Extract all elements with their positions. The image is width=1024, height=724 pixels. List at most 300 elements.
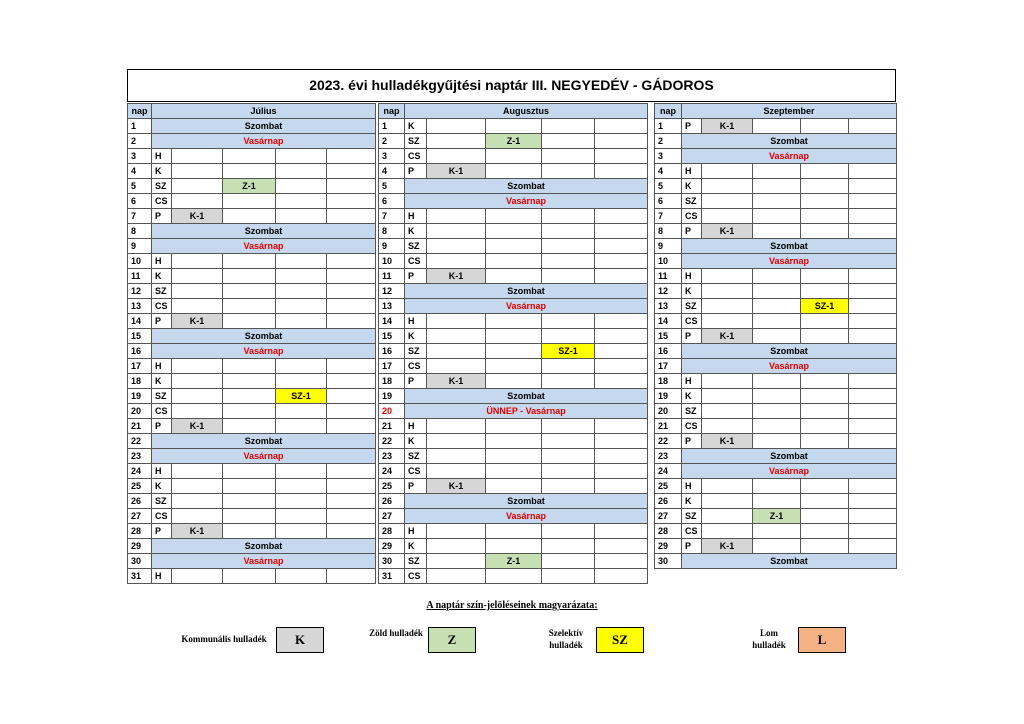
day-number: 24 bbox=[128, 464, 152, 479]
weekday: K bbox=[405, 224, 427, 239]
day-row bbox=[379, 164, 648, 179]
day-row bbox=[128, 479, 376, 494]
day-number: 8 bbox=[379, 224, 405, 239]
day-row bbox=[128, 194, 376, 209]
empty-cell bbox=[276, 374, 327, 389]
weekend-label: Vasárnap bbox=[682, 254, 897, 269]
day-row bbox=[655, 134, 897, 149]
empty-cell bbox=[849, 164, 897, 179]
day-row bbox=[128, 284, 376, 299]
empty-cell bbox=[172, 479, 223, 494]
weekday: H bbox=[682, 164, 702, 179]
empty-cell bbox=[595, 359, 648, 374]
collection-mark: K-1 bbox=[172, 419, 223, 434]
empty-cell bbox=[276, 404, 327, 419]
empty-cell bbox=[542, 374, 595, 389]
empty-cell bbox=[702, 299, 753, 314]
day-number: 26 bbox=[379, 494, 405, 509]
weekday: H bbox=[152, 464, 172, 479]
empty-cell bbox=[595, 224, 648, 239]
day-row bbox=[655, 479, 897, 494]
empty-cell bbox=[702, 284, 753, 299]
weekday: CS bbox=[152, 404, 172, 419]
day-row bbox=[128, 299, 376, 314]
weekend-label: Szombat bbox=[405, 284, 648, 299]
day-number: 17 bbox=[128, 359, 152, 374]
empty-cell bbox=[486, 449, 542, 464]
empty-cell bbox=[427, 524, 486, 539]
empty-cell bbox=[849, 284, 897, 299]
empty-cell bbox=[276, 419, 327, 434]
empty-cell bbox=[327, 284, 376, 299]
empty-cell bbox=[849, 419, 897, 434]
weekday: P bbox=[405, 164, 427, 179]
empty-cell bbox=[702, 314, 753, 329]
empty-cell bbox=[427, 569, 486, 584]
day-row bbox=[379, 539, 648, 554]
empty-cell bbox=[801, 494, 849, 509]
day-number: 21 bbox=[128, 419, 152, 434]
empty-cell bbox=[223, 389, 276, 404]
day-row bbox=[128, 149, 376, 164]
empty-cell bbox=[849, 329, 897, 344]
weekday: K bbox=[405, 539, 427, 554]
day-row bbox=[128, 389, 376, 404]
empty-cell bbox=[427, 359, 486, 374]
day-row bbox=[128, 554, 376, 569]
day-number: 15 bbox=[655, 329, 682, 344]
day-number: 10 bbox=[655, 254, 682, 269]
legend-box-l: L bbox=[798, 627, 846, 653]
day-number: 20 bbox=[128, 404, 152, 419]
empty-cell bbox=[427, 539, 486, 554]
empty-cell bbox=[753, 164, 801, 179]
day-number: 23 bbox=[379, 449, 405, 464]
empty-cell bbox=[327, 149, 376, 164]
empty-cell bbox=[702, 389, 753, 404]
day-row bbox=[128, 119, 376, 134]
weekday: K bbox=[405, 329, 427, 344]
weekend-label: Vasárnap bbox=[682, 359, 897, 374]
weekend-label: Szombat bbox=[152, 119, 376, 134]
day-number: 28 bbox=[128, 524, 152, 539]
day-number: 20 bbox=[655, 404, 682, 419]
day-row bbox=[379, 179, 648, 194]
empty-cell bbox=[753, 389, 801, 404]
weekend-label: Vasárnap bbox=[682, 149, 897, 164]
day-number: 24 bbox=[379, 464, 405, 479]
weekday: CS bbox=[682, 209, 702, 224]
day-number: 9 bbox=[655, 239, 682, 254]
empty-cell bbox=[542, 254, 595, 269]
empty-cell bbox=[595, 329, 648, 344]
collection-mark: SZ-1 bbox=[276, 389, 327, 404]
day-number: 13 bbox=[655, 299, 682, 314]
empty-cell bbox=[542, 419, 595, 434]
day-number: 19 bbox=[128, 389, 152, 404]
weekday: P bbox=[682, 539, 702, 554]
empty-cell bbox=[801, 179, 849, 194]
day-row bbox=[379, 509, 648, 524]
day-row bbox=[379, 404, 648, 419]
month-name: Szeptember bbox=[682, 104, 897, 119]
weekday: K bbox=[152, 269, 172, 284]
empty-cell bbox=[427, 119, 486, 134]
collection-mark: SZ-1 bbox=[542, 344, 595, 359]
day-number: 6 bbox=[128, 194, 152, 209]
day-row bbox=[655, 149, 897, 164]
weekday: P bbox=[405, 374, 427, 389]
empty-cell bbox=[753, 479, 801, 494]
empty-cell bbox=[172, 164, 223, 179]
day-row bbox=[655, 374, 897, 389]
collection-mark: K-1 bbox=[702, 329, 753, 344]
empty-cell bbox=[172, 269, 223, 284]
weekday: CS bbox=[682, 419, 702, 434]
nap-header: nap bbox=[128, 104, 152, 119]
empty-cell bbox=[223, 359, 276, 374]
collection-mark: K-1 bbox=[702, 539, 753, 554]
day-number: 5 bbox=[128, 179, 152, 194]
day-row bbox=[379, 209, 648, 224]
empty-cell bbox=[327, 179, 376, 194]
weekend-label: Szombat bbox=[682, 239, 897, 254]
weekday: P bbox=[682, 119, 702, 134]
day-row bbox=[379, 314, 648, 329]
empty-cell bbox=[595, 164, 648, 179]
day-number: 24 bbox=[655, 464, 682, 479]
weekend-label: Szombat bbox=[152, 434, 376, 449]
weekday: CS bbox=[152, 509, 172, 524]
day-number: 29 bbox=[655, 539, 682, 554]
empty-cell bbox=[327, 269, 376, 284]
empty-cell bbox=[327, 569, 376, 584]
empty-cell bbox=[276, 284, 327, 299]
empty-cell bbox=[753, 404, 801, 419]
empty-cell bbox=[223, 254, 276, 269]
day-row bbox=[128, 464, 376, 479]
empty-cell bbox=[486, 419, 542, 434]
weekday: H bbox=[405, 524, 427, 539]
day-number: 11 bbox=[128, 269, 152, 284]
weekday: SZ bbox=[405, 449, 427, 464]
calendar-august bbox=[378, 103, 648, 584]
empty-cell bbox=[595, 149, 648, 164]
collection-mark: K-1 bbox=[172, 209, 223, 224]
weekday: SZ bbox=[405, 239, 427, 254]
weekday: K bbox=[405, 434, 427, 449]
empty-cell bbox=[172, 374, 223, 389]
day-number: 1 bbox=[655, 119, 682, 134]
empty-cell bbox=[595, 419, 648, 434]
day-number: 14 bbox=[655, 314, 682, 329]
day-row bbox=[655, 404, 897, 419]
weekday: K bbox=[682, 389, 702, 404]
day-row bbox=[655, 329, 897, 344]
empty-cell bbox=[542, 209, 595, 224]
empty-cell bbox=[427, 209, 486, 224]
empty-cell bbox=[276, 464, 327, 479]
empty-cell bbox=[595, 314, 648, 329]
empty-cell bbox=[849, 434, 897, 449]
day-number: 27 bbox=[128, 509, 152, 524]
empty-cell bbox=[327, 479, 376, 494]
day-number: 23 bbox=[655, 449, 682, 464]
empty-cell bbox=[702, 209, 753, 224]
weekday: K bbox=[682, 284, 702, 299]
day-number: 9 bbox=[379, 239, 405, 254]
empty-cell bbox=[327, 524, 376, 539]
weekday: H bbox=[152, 359, 172, 374]
day-number: 22 bbox=[379, 434, 405, 449]
empty-cell bbox=[801, 539, 849, 554]
empty-cell bbox=[223, 404, 276, 419]
empty-cell bbox=[595, 554, 648, 569]
weekday: CS bbox=[682, 314, 702, 329]
empty-cell bbox=[595, 344, 648, 359]
collection-mark: Z-1 bbox=[223, 179, 276, 194]
weekday: SZ bbox=[682, 299, 702, 314]
empty-cell bbox=[801, 404, 849, 419]
empty-cell bbox=[427, 344, 486, 359]
legend-label-kommunalis: Kommunális hulladék bbox=[181, 634, 267, 644]
empty-cell bbox=[486, 314, 542, 329]
empty-cell bbox=[486, 119, 542, 134]
day-number: 26 bbox=[128, 494, 152, 509]
empty-cell bbox=[849, 524, 897, 539]
empty-cell bbox=[172, 254, 223, 269]
day-row bbox=[655, 254, 897, 269]
empty-cell bbox=[542, 314, 595, 329]
day-number: 12 bbox=[379, 284, 405, 299]
day-number: 25 bbox=[379, 479, 405, 494]
day-row bbox=[655, 314, 897, 329]
collection-mark: Z-1 bbox=[486, 554, 542, 569]
day-row bbox=[379, 194, 648, 209]
empty-cell bbox=[223, 509, 276, 524]
empty-cell bbox=[427, 434, 486, 449]
empty-cell bbox=[801, 419, 849, 434]
empty-cell bbox=[327, 254, 376, 269]
empty-cell bbox=[486, 149, 542, 164]
empty-cell bbox=[327, 374, 376, 389]
empty-cell bbox=[327, 509, 376, 524]
weekday: SZ bbox=[152, 284, 172, 299]
day-number: 5 bbox=[655, 179, 682, 194]
empty-cell bbox=[753, 194, 801, 209]
empty-cell bbox=[327, 494, 376, 509]
empty-cell bbox=[542, 224, 595, 239]
weekday: CS bbox=[682, 524, 702, 539]
day-row bbox=[655, 224, 897, 239]
weekend-label: ÜNNEP - Vasárnap bbox=[405, 404, 648, 419]
empty-cell bbox=[801, 374, 849, 389]
day-row bbox=[655, 494, 897, 509]
empty-cell bbox=[172, 509, 223, 524]
weekend-label: Szombat bbox=[152, 539, 376, 554]
collection-mark: SZ-1 bbox=[801, 299, 849, 314]
empty-cell bbox=[327, 299, 376, 314]
weekend-label: Vasárnap bbox=[152, 344, 376, 359]
empty-cell bbox=[753, 299, 801, 314]
empty-cell bbox=[753, 119, 801, 134]
day-row bbox=[379, 254, 648, 269]
empty-cell bbox=[172, 299, 223, 314]
day-number: 12 bbox=[655, 284, 682, 299]
weekday: CS bbox=[405, 569, 427, 584]
empty-cell bbox=[172, 569, 223, 584]
empty-cell bbox=[276, 209, 327, 224]
empty-cell bbox=[753, 269, 801, 284]
collection-mark: K-1 bbox=[702, 224, 753, 239]
empty-cell bbox=[486, 359, 542, 374]
day-number: 30 bbox=[379, 554, 405, 569]
empty-cell bbox=[702, 164, 753, 179]
empty-cell bbox=[801, 524, 849, 539]
empty-cell bbox=[223, 269, 276, 284]
collection-mark: K-1 bbox=[427, 479, 486, 494]
day-number: 2 bbox=[128, 134, 152, 149]
day-number: 8 bbox=[128, 224, 152, 239]
day-row bbox=[379, 119, 648, 134]
weekday: H bbox=[682, 269, 702, 284]
empty-cell bbox=[801, 434, 849, 449]
collection-mark: K-1 bbox=[427, 164, 486, 179]
day-row bbox=[128, 569, 376, 584]
day-row bbox=[379, 479, 648, 494]
empty-cell bbox=[753, 419, 801, 434]
day-row bbox=[128, 269, 376, 284]
day-number: 4 bbox=[128, 164, 152, 179]
day-row bbox=[655, 434, 897, 449]
day-number: 7 bbox=[655, 209, 682, 224]
empty-cell bbox=[801, 314, 849, 329]
empty-cell bbox=[542, 569, 595, 584]
day-row bbox=[379, 224, 648, 239]
weekday: P bbox=[152, 314, 172, 329]
day-row bbox=[655, 389, 897, 404]
empty-cell bbox=[595, 254, 648, 269]
empty-cell bbox=[172, 464, 223, 479]
day-row bbox=[128, 179, 376, 194]
day-number: 7 bbox=[128, 209, 152, 224]
day-number: 6 bbox=[379, 194, 405, 209]
empty-cell bbox=[542, 464, 595, 479]
empty-cell bbox=[172, 284, 223, 299]
empty-cell bbox=[801, 119, 849, 134]
day-row bbox=[655, 194, 897, 209]
day-number: 17 bbox=[379, 359, 405, 374]
weekend-label: Szombat bbox=[682, 344, 897, 359]
empty-cell bbox=[595, 434, 648, 449]
empty-cell bbox=[427, 419, 486, 434]
empty-cell bbox=[542, 524, 595, 539]
weekday: SZ bbox=[682, 404, 702, 419]
weekday: P bbox=[682, 329, 702, 344]
day-row bbox=[655, 119, 897, 134]
weekday: H bbox=[405, 314, 427, 329]
day-row bbox=[128, 374, 376, 389]
day-number: 2 bbox=[379, 134, 405, 149]
empty-cell bbox=[276, 569, 327, 584]
empty-cell bbox=[276, 179, 327, 194]
empty-cell bbox=[753, 209, 801, 224]
collection-mark: K-1 bbox=[172, 314, 223, 329]
legend-label-lom: Lom hulladék bbox=[752, 628, 786, 650]
day-row bbox=[379, 284, 648, 299]
empty-cell bbox=[486, 524, 542, 539]
empty-cell bbox=[486, 539, 542, 554]
weekday: SZ bbox=[152, 389, 172, 404]
empty-cell bbox=[223, 464, 276, 479]
empty-cell bbox=[172, 494, 223, 509]
day-number: 2 bbox=[655, 134, 682, 149]
empty-cell bbox=[542, 479, 595, 494]
month-name: Július bbox=[152, 104, 376, 119]
weekend-label: Szombat bbox=[152, 329, 376, 344]
day-row bbox=[379, 239, 648, 254]
nap-header: nap bbox=[655, 104, 682, 119]
day-row bbox=[655, 509, 897, 524]
empty-cell bbox=[172, 389, 223, 404]
weekday: K bbox=[682, 494, 702, 509]
legend-label-zold: Zöld hulladék bbox=[369, 628, 423, 638]
day-number: 20 bbox=[379, 404, 405, 419]
day-row bbox=[379, 134, 648, 149]
day-number: 4 bbox=[379, 164, 405, 179]
day-row bbox=[128, 239, 376, 254]
day-row bbox=[128, 524, 376, 539]
weekday: SZ bbox=[152, 179, 172, 194]
empty-cell bbox=[595, 449, 648, 464]
weekend-label: Vasárnap bbox=[405, 509, 648, 524]
day-number: 10 bbox=[379, 254, 405, 269]
day-number: 16 bbox=[128, 344, 152, 359]
day-row bbox=[128, 404, 376, 419]
empty-cell bbox=[801, 284, 849, 299]
empty-cell bbox=[223, 569, 276, 584]
empty-cell bbox=[276, 359, 327, 374]
empty-cell bbox=[327, 209, 376, 224]
day-row bbox=[655, 449, 897, 464]
empty-cell bbox=[801, 194, 849, 209]
legend-box-k: K bbox=[276, 627, 324, 653]
day-number: 21 bbox=[655, 419, 682, 434]
empty-cell bbox=[595, 569, 648, 584]
nap-header: nap bbox=[379, 104, 405, 119]
empty-cell bbox=[223, 164, 276, 179]
empty-cell bbox=[702, 524, 753, 539]
empty-cell bbox=[849, 389, 897, 404]
empty-cell bbox=[595, 134, 648, 149]
day-number: 13 bbox=[128, 299, 152, 314]
day-number: 4 bbox=[655, 164, 682, 179]
day-number: 22 bbox=[655, 434, 682, 449]
empty-cell bbox=[172, 194, 223, 209]
weekend-label: Vasárnap bbox=[152, 449, 376, 464]
empty-cell bbox=[595, 524, 648, 539]
empty-cell bbox=[753, 434, 801, 449]
weekend-label: Vasárnap bbox=[152, 239, 376, 254]
empty-cell bbox=[702, 494, 753, 509]
empty-cell bbox=[486, 479, 542, 494]
empty-cell bbox=[849, 179, 897, 194]
weekday: SZ bbox=[405, 344, 427, 359]
weekday: K bbox=[405, 119, 427, 134]
empty-cell bbox=[276, 164, 327, 179]
empty-cell bbox=[223, 524, 276, 539]
empty-cell bbox=[327, 194, 376, 209]
